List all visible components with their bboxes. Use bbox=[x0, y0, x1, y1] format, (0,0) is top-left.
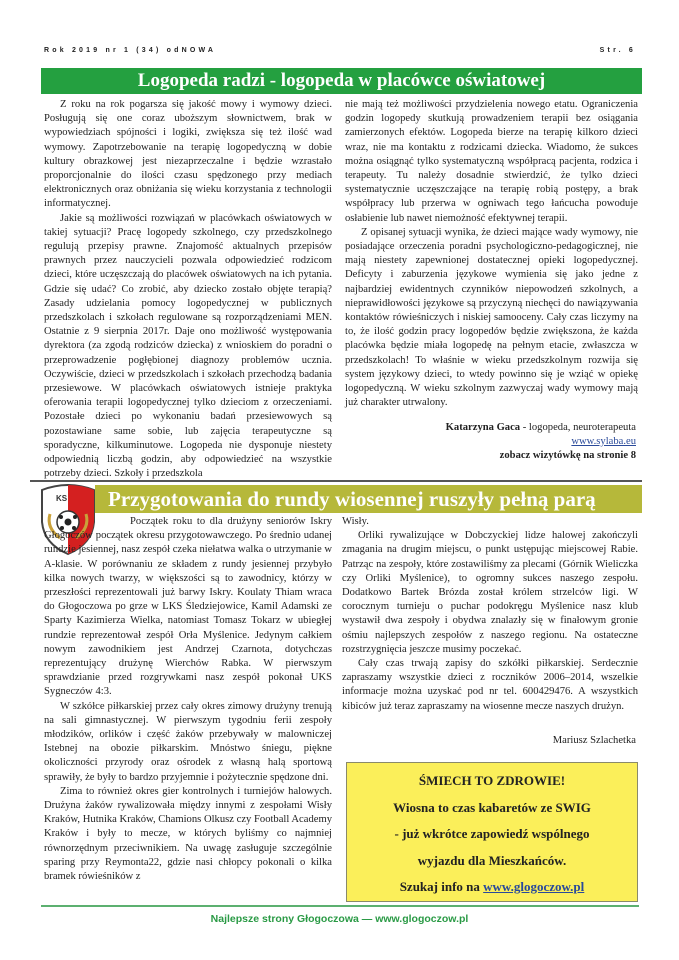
glogoczow-link[interactable]: www.glogoczow.pl bbox=[483, 879, 585, 894]
paragraph: Z opisanej sytuacji wynika, że dzieci mające wady wymowy, nie posiadające orzeczenia poradni psychologiczno-pedagogicznej, nie mają niestety zapewnionej dostatecznej opieki logopedycznej. Deficyty i zaburzenia językowe wymienia się jako jedne z najbardziej ewidentnych czynników niepowodzeń szkolnych, a nieprawidłowości językowe są przyczyną niechęci do nawiązywania kontaktów rówieśniczych i niskiej samooceny. Cały czas liczymy na to, że ilość godzin pracy logopedów będzie zwiększona, że każda placówka będzie miała logopedę na pełnym etacie, zwłaszcza w przedszkolach! To właśnie w wieku przedszkolnym rozwija się system językowy dzieci, to wtedy powinno się je wziąć w opiekę logopedyczną. W wieku szkolnym zazwyczaj wady wymowy mają już charakter utrwalony. bbox=[345, 226, 638, 409]
page-header bbox=[44, 47, 636, 54]
paragraph: Początek roku to dla drużyny seniorów Iskry Głogoczów początek okresu przygotowawczego. Po średnio udanej rundzie jesiennej, nasz zespół czeka niełatwa walka o utrzymanie w A-klasie. W porównaniu ze składem z rundy jesiennej przybyło kilka nowych twarzy, w większości są to zawodnicy, którzy w przeszłości reprezentowali już barwy Iskry. Koulaty Thiam wraca do Głogoczowa po grze w LKS Śledziejowice, Kamil Adamski ze Sparty Kazimierza Wielka, natomiast Tomasz Tokarz w ubiegłej rundzie reprezentował zespół Orła Myślenice. Jedynym całkiem nowym zawodnikiem jest Andrzej Czarnota, dotychczas reprezentujący drużynę Wierchów Rabka. W pierwszym sprawdzianie przed rozgrywkami nasz zespół pokonał UKS Sygneczów 4:3. bbox=[44, 516, 332, 698]
article1-column-2 bbox=[345, 98, 638, 410]
paragraph: nie mają też możliwości przydzielenia nowego etatu. Ograniczenia godzin logopedy skutkują prowadzeniem terapii bez osiągania zamierzonych efektów. Logopeda bierze na terapię kilkoro dzieci wraz, nie ma kontaktu z rodzicami dziecka. Wiadomo, że sukces można osiągnąć tylko systematyczną współpracą pacjenta, rodzica i terapeuty. Tu należy dosadnie stwierdzić, że tylko dzieci systematycznie uczęszczające na terapię robią postępy, a brak współpracy lub przerwa w ogniwach tego łańcucha powoduje osłabienie lub nawet niemożność efektywnej terapii. bbox=[345, 99, 638, 224]
article2-signature: Mariusz Szlachetka bbox=[552, 735, 636, 746]
article2-title: Przygotowania do rundy wiosennej ruszyły pełną parą bbox=[95, 485, 642, 513]
announcement-line: wyjazdu dla Mieszkańców. bbox=[417, 852, 567, 868]
paragraph: Cały czas trwają zapisy do szkółki piłkarskiej. Serdecznie zapraszamy wszystkie dzieci z roczników 2006–2014, wszelkie informacje można uzyskać pod nr tel. 600429476. A wszystkich kibiców już teraz zapraszamy na wiosenne mecze naszych drużyn. bbox=[342, 658, 638, 712]
announcement-box bbox=[346, 762, 638, 902]
paragraph: Orliki rywalizujące w Dobczyckiej lidze halowej zakończyli zmagania na drugim miejscu, o punkt ustępując miejscowej Rabie. Patrząc na zespoły, które zostawiliśmy za plecami (Górnik Wieliczka czy Orliki Myślenice), to ogromny sukces naszego zespołu. Dodatkowo Bartek Brózda został królem strzelców ligi. W corocznym turnieju o puchar podokręgu Myślenice nasz klub wystawił dwa zespoły i obydwa znalazły się w finałowym gronie ośmiu najlepszych zespołów z naszego regionu. Na ostateczne rozstrzygnięcia jeszcze musimy poczekać. bbox=[342, 530, 638, 655]
paragraph: Jakie są możliwości rozwiązań w placówkach oświatowych w takiej sytuacji? Pracę logopedy szkolnego, czy przedszkolnego regulują przepisy prawne. Znajomość aktualnych przepisów prawnych przez nauczycieli pozwala odpowiedzieć rodzicom dzieci, które uczęszczają do placówek oświatowych na ich pytania. Gdzie się udać? Co zrobić, aby dziecko zostało objęte terapią? Zasady udzielania pomocy logopedycznej w publicznych przedszkolach i szkołach regulowane są rozporządzeniami MEN. Ostatnie z 9 sierpnia 2017r. Daje ono możliwość występowania dyrektora (za zgodą rodziców dziecka) z wnioskiem do poradni o przeprowadzenie pogłębionej diagnozy problemów ucznia. Oczywiście, dzieci w przedszkolach i szkołach przechodzą badania przesiewowe. W placówkach oświatowych istnieje praktyka oferowania terapii logopedycznej tylko dzieciom z orzeczeniami. Pozostałe dzieci po wykonaniu badań przesiewowych są pozostawiane same sobie, lub zajęcia terapeutyczne są sporadyczne, kilkuminutowe. Logopeda nie dysponuje niestety odpowiednią liczbą godzin, aby odpowiedzieć na wszystkie potrzeby dzieci. Szkoły i przedszkola bbox=[44, 212, 332, 480]
announcement-line bbox=[347, 874, 637, 901]
author-role: - logopeda, neuroterapeuta bbox=[520, 422, 636, 433]
page-footer: Najlepsze strony Głogoczowa — www.glogoczow.pl bbox=[210, 913, 469, 925]
article1-column-1 bbox=[44, 98, 332, 481]
paragraph: Z roku na rok pogarsza się jakość mowy i wymowy dzieci. Posługują się one coraz uboższym słownictwem, brak w wypowiedziach spójności i logiki, zwiększa się też ilość wad wymowy. Zapotrzebowanie na terapię logopedyczną w dobie kultury obrazkowej jest niezaprzeczalne i będzie wzrastało proporcjonalnie do ilości czasu spędzonego przy mediach elektronicznych oraz obniżania się wieku korzystania z technologii informatycznej. bbox=[44, 99, 332, 210]
author-website-link[interactable]: www.sylaba.eu bbox=[571, 436, 636, 447]
announcement-heading: ŚMIECH TO ZDROWIE! bbox=[418, 773, 566, 788]
article2-column-2 bbox=[342, 515, 638, 714]
paragraph: Wisły. bbox=[342, 516, 369, 527]
announcement-line: Wiosna to czas kabaretów ze SWIG bbox=[393, 799, 591, 815]
issue-info: Rok 2019 nr 1 (34) odNOWA bbox=[44, 47, 217, 54]
author-name: Katarzyna Gaca bbox=[445, 422, 521, 433]
page-number: Str. 6 bbox=[599, 47, 636, 54]
see-card-note: zobacz wizytówkę na stronie 8 bbox=[499, 450, 636, 461]
footer-divider bbox=[41, 905, 639, 907]
article2-column-1 bbox=[44, 515, 332, 884]
paragraph: Zima to również okres gier kontrolnych i turniejów halowych. Drużyna żaków rywalizowała między innymi z zespołami Wisły Kraków, Hutnika Kraków, Chamions Olkusz czy Football Academy Kraków i były to mecze, w których byliśmy co najmniej równorzędnym przeciwnikiem. Na uwagę zasługuje szczególnie sparing przy Reymonta22, gdzie nasi chłopcy pokonali o kilka bramek rówieśników z bbox=[44, 785, 332, 883]
article1-title: Logopeda radzi - logopeda w placówce oświatowej bbox=[41, 68, 642, 94]
section-divider bbox=[30, 480, 642, 482]
announcement-prefix: Szukaj info na bbox=[399, 879, 484, 894]
announcement-line: - już wkrótce zapowiedź wspólnego bbox=[394, 826, 590, 841]
paragraph: W szkółce piłkarskiej przez cały okres zimowy drużyny trenują na sali gimnastycznej. W pierwszym tygodniu ferii zespoły młodzików, orlików i część żaków przebywały w malowniczej Istebnej na obozie piłkarskim. Mnóstwo śniegu, piękne okoliczności przyrody oraz ośrodek z własną halą sportową sprawiły, że były to bardzo przyjemnie i pożytecznie spędzone dni. bbox=[44, 700, 332, 783]
article1-signature bbox=[446, 421, 636, 463]
svg-text:KS: KS bbox=[56, 494, 68, 503]
